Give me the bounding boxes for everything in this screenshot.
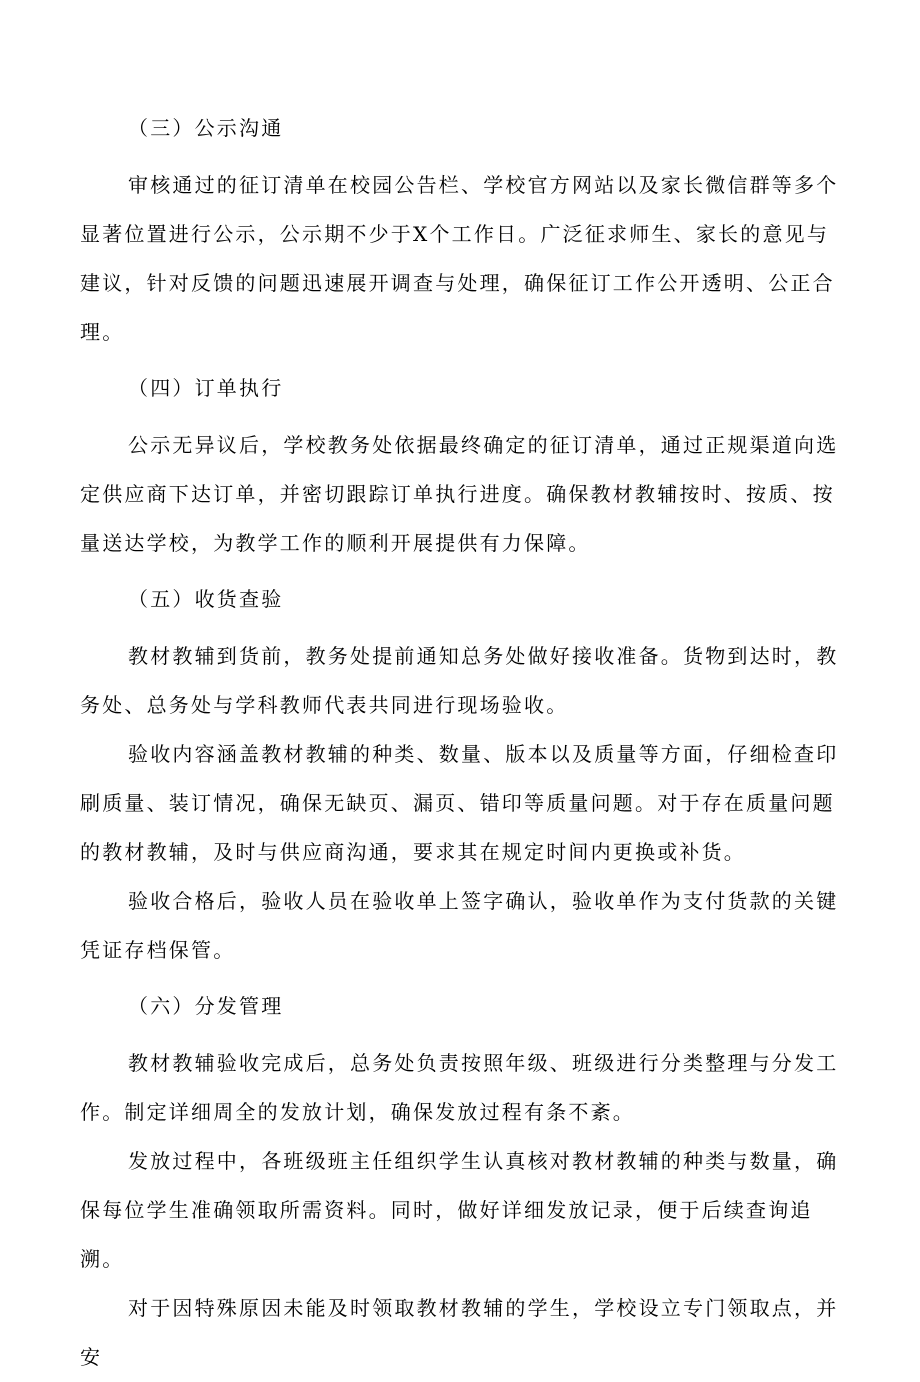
- paragraph: 教材教辅到货前，教务处提前通知总务处做好接收准备。货物到达时，教务处、总务处与学科教师代表共同进行现场验收。: [80, 644, 839, 717]
- section-heading: （四）订单执行: [128, 376, 284, 400]
- section-receiving-inspection: [80, 583, 850, 975]
- section-heading: （五）收货查验: [128, 587, 284, 611]
- paragraph: 验收合格后，验收人员在验收单上签字确认，验收单作为支付货款的关键凭证存档保管。: [80, 889, 839, 962]
- paragraph: 教材教辅验收完成后，总务处负责按照年级、班级进行分类整理与分发工作。制定详细周全的发放计划，确保发放过程有条不紊。: [80, 1051, 839, 1124]
- document-body: [80, 112, 850, 1382]
- paragraph: 验收内容涵盖教材教辅的种类、数量、版本以及质量等方面，仔细检查印刷质量、装订情况，确保无缺页、漏页、错印等质量问题。对于存在质量问题的教材教辅，及时与供应商沟通，要求其在规定时间内更换或补货。: [80, 742, 839, 864]
- section-heading: （六）分发管理: [128, 994, 284, 1018]
- paragraph: 对于因特殊原因未能及时领取教材教辅的学生，学校设立专门领取点，并安: [80, 1296, 839, 1369]
- paragraph: 发放过程中，各班级班主任组织学生认真核对教材教辅的种类与数量，确保每位学生准确领取所需资料。同时，做好详细发放记录，便于后续查询追溯。: [80, 1149, 839, 1271]
- paragraph: 公示无异议后，学校教务处依据最终确定的征订清单，通过正规渠道向选定供应商下达订单，并密切跟踪订单执行进度。确保教材教辅按时、按质、按量送达学校，为教学工作的顺利开展提供有力保障。: [80, 433, 839, 555]
- paragraph: 审核通过的征订清单在校园公告栏、学校官方网站以及家长微信群等多个显著位置进行公示，公示期不少于X个工作日。广泛征求师生、家长的意见与建议，针对反馈的问题迅速展开调查与处理，确保征订工作公开透明、公正合理。: [80, 173, 839, 344]
- section-distribution: [80, 990, 850, 1382]
- section-publicity: [80, 112, 850, 357]
- section-heading: （三）公示沟通: [128, 116, 284, 140]
- section-order-execution: [80, 372, 850, 568]
